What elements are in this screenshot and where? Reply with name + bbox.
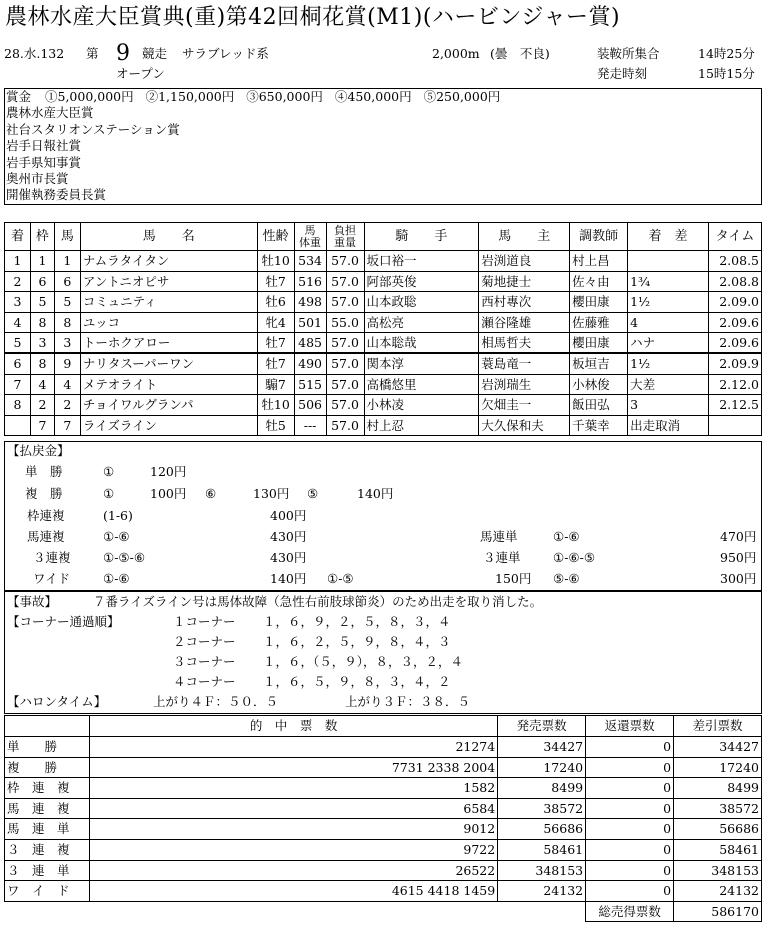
gather-label: 装鞍所集合 bbox=[597, 46, 660, 61]
corners-label: 【コーナー通過順】 bbox=[7, 614, 120, 629]
result-trainer: 櫻田康 bbox=[570, 333, 628, 354]
votes-hit: 4615 4418 1459 bbox=[89, 881, 497, 902]
result-trainer: 櫻田康 bbox=[570, 292, 628, 313]
votes-label: 単 勝 bbox=[5, 737, 90, 758]
track-condition: (曇 不良) bbox=[490, 46, 550, 61]
result-trainer: 板垣吉 bbox=[570, 353, 628, 374]
votes-header-row bbox=[5, 716, 762, 737]
umatan-amount: 470円 bbox=[720, 529, 757, 544]
votes-table bbox=[4, 715, 762, 922]
result-owner: 蓑島竜一 bbox=[479, 353, 570, 374]
votes-row bbox=[5, 778, 762, 799]
award-3: 岩手日報社賞 bbox=[6, 138, 82, 154]
prize-label: 賞金 bbox=[6, 89, 32, 104]
votes-total-spacer-3 bbox=[498, 901, 586, 922]
votes-hit: 26522 bbox=[89, 860, 497, 881]
corner-4-name: ４コーナー bbox=[173, 674, 236, 689]
fukusho-amount-3: 140円 bbox=[357, 486, 394, 501]
results-table bbox=[4, 222, 762, 436]
result-owner: 欠畑圭一 bbox=[479, 395, 570, 416]
wide-label: ワイド bbox=[33, 571, 71, 586]
votes-refund: 0 bbox=[586, 737, 674, 758]
result-num: 3 bbox=[54, 333, 80, 354]
result-row bbox=[5, 251, 762, 272]
result-name: ライズライン bbox=[80, 415, 257, 436]
accident-text: ７番ライズライン号は馬体故障（急性右前肢球節炎）のため出走を取り消した。 bbox=[93, 594, 543, 609]
breed: サラブレッド系 bbox=[182, 46, 269, 61]
notes-section bbox=[4, 591, 762, 714]
corner-1-name: １コーナー bbox=[173, 614, 236, 629]
result-time: 2.09.6 bbox=[708, 333, 761, 354]
result-owner: 菊地捷士 bbox=[479, 271, 570, 292]
col-load-top: 負担 bbox=[334, 223, 357, 237]
result-name: メテオライト bbox=[80, 374, 257, 395]
votes-col-hit: 的 中 票 数 bbox=[89, 716, 497, 737]
umaren-combo: ①-⑥ bbox=[103, 529, 130, 544]
votes-hit: 6584 bbox=[89, 798, 497, 819]
result-row bbox=[5, 374, 762, 395]
result-jockey: 山本政聡 bbox=[364, 292, 479, 313]
accident-label: 【事故】 bbox=[7, 594, 58, 609]
result-trainer: 小林俊 bbox=[570, 374, 628, 395]
result-frame: 4 bbox=[30, 374, 54, 395]
result-name: チョイワルグランパ bbox=[80, 395, 257, 416]
votes-total-label: 総売得票数 bbox=[586, 901, 674, 922]
col-weight-top: 馬 bbox=[304, 223, 316, 237]
result-owner: 岩渕道良 bbox=[479, 251, 570, 272]
result-sexage: 牝4 bbox=[257, 312, 294, 333]
col-rank: 着 bbox=[5, 223, 31, 251]
result-time: 2.12.0 bbox=[708, 374, 761, 395]
result-rank: 7 bbox=[5, 374, 31, 395]
sanrenpuku-label: ３連複 bbox=[33, 550, 71, 565]
col-owner: 馬 主 bbox=[479, 223, 570, 251]
result-weight: 506 bbox=[294, 395, 326, 416]
votes-col-sold: 発売票数 bbox=[498, 716, 586, 737]
votes-row bbox=[5, 839, 762, 860]
fukusho-amount-1: 100円 bbox=[150, 486, 187, 501]
result-time: 2.08.8 bbox=[708, 271, 761, 292]
result-sexage: 牡5 bbox=[257, 415, 294, 436]
votes-col-refund: 返還票数 bbox=[586, 716, 674, 737]
votes-refund: 0 bbox=[586, 881, 674, 902]
col-weight-bot: 体重 bbox=[299, 235, 322, 249]
votes-col-type bbox=[5, 716, 90, 737]
result-name: コミュニティ bbox=[80, 292, 257, 313]
sanrentan-amount: 950円 bbox=[720, 550, 757, 565]
result-row bbox=[5, 415, 762, 436]
votes-label: ワ イ ド bbox=[5, 881, 90, 902]
votes-col-net: 差引票数 bbox=[674, 716, 762, 737]
votes-label: 枠 連 複 bbox=[5, 778, 90, 799]
wide-combo-3: ⑤-⑥ bbox=[553, 571, 580, 586]
prize-1: ①5,000,000円 bbox=[45, 89, 134, 104]
prize-section bbox=[4, 88, 762, 205]
post-label: 発走時刻 bbox=[597, 66, 648, 81]
votes-row bbox=[5, 798, 762, 819]
gather-time: 14時25分 bbox=[698, 46, 755, 61]
umaren-amount: 430円 bbox=[270, 529, 307, 544]
race-no-suffix: 競走 bbox=[142, 46, 168, 61]
col-frame: 枠 bbox=[30, 223, 54, 251]
col-margin: 着 差 bbox=[628, 223, 709, 251]
result-trainer: 佐々由 bbox=[570, 271, 628, 292]
payout-section bbox=[4, 441, 762, 591]
result-jockey: 関本淳 bbox=[364, 353, 479, 374]
col-sexage: 性齢 bbox=[257, 223, 294, 251]
votes-total-value: 586170 bbox=[674, 901, 762, 922]
result-frame: 5 bbox=[30, 292, 54, 313]
votes-hit: 1582 bbox=[89, 778, 497, 799]
col-jockey: 騎 手 bbox=[364, 223, 479, 251]
corner-3-order: １，６，（５，９），８，３，２，４ bbox=[263, 654, 464, 669]
result-load: 57.0 bbox=[326, 251, 364, 272]
tansho-label: 単 勝 bbox=[25, 464, 63, 479]
votes-net: 58461 bbox=[674, 839, 762, 860]
result-frame: 1 bbox=[30, 251, 54, 272]
result-rank: 1 bbox=[5, 251, 31, 272]
result-jockey: 村上忍 bbox=[364, 415, 479, 436]
furlong-last3: 上がり３Ｆ：３８．５ bbox=[345, 694, 471, 709]
race-number: 9 bbox=[116, 41, 130, 66]
result-margin: 1½ bbox=[628, 353, 709, 374]
votes-label: ３ 連 複 bbox=[5, 839, 90, 860]
award-4: 岩手県知事賞 bbox=[6, 154, 82, 170]
umaren-label: 馬連複 bbox=[27, 529, 65, 544]
fukusho-horse-2: ⑥ bbox=[205, 486, 217, 501]
result-sexage: 牡10 bbox=[257, 395, 294, 416]
result-row bbox=[5, 333, 762, 354]
award-1: 農林水産大臣賞 bbox=[6, 105, 94, 121]
result-rank bbox=[5, 415, 31, 436]
wide-amount-2: 150円 bbox=[495, 571, 532, 586]
result-num: 2 bbox=[54, 395, 80, 416]
race-title: 農林水産大臣賞典(重)第42回桐花賞(M1)(ハービンジャー賞) bbox=[5, 5, 621, 30]
prize-2: ②1,150,000円 bbox=[145, 89, 235, 104]
result-owner: 相馬哲夫 bbox=[479, 333, 570, 354]
result-rank: 3 bbox=[5, 292, 31, 313]
result-time: 2.09.0 bbox=[708, 292, 761, 313]
result-trainer: 飯田弘 bbox=[570, 395, 628, 416]
result-load: 57.0 bbox=[326, 271, 364, 292]
votes-label: 馬 連 単 bbox=[5, 819, 90, 840]
result-weight: 516 bbox=[294, 271, 326, 292]
sanrentan-combo: ①-⑥-⑤ bbox=[553, 550, 596, 565]
result-load: 55.0 bbox=[326, 312, 364, 333]
sanrentan-label: ３連単 bbox=[483, 550, 521, 565]
result-owner: 岩渕瑞生 bbox=[479, 374, 570, 395]
votes-net: 24132 bbox=[674, 881, 762, 902]
result-trainer: 佐藤雅 bbox=[570, 312, 628, 333]
wakuren-amount: 400円 bbox=[270, 508, 307, 523]
col-num: 馬 bbox=[54, 223, 80, 251]
result-sexage: 牡7 bbox=[257, 271, 294, 292]
result-trainer: 千葉幸 bbox=[570, 415, 628, 436]
sanrenpuku-combo: ①-⑤-⑥ bbox=[103, 550, 146, 565]
votes-sold: 34427 bbox=[498, 737, 586, 758]
result-name: ユッコ bbox=[80, 312, 257, 333]
result-jockey: 阿部英俊 bbox=[364, 271, 479, 292]
result-name: アントニオピサ bbox=[80, 271, 257, 292]
votes-sold: 58461 bbox=[498, 839, 586, 860]
result-trainer: 村上昌 bbox=[570, 251, 628, 272]
distance: 2,000m bbox=[432, 46, 480, 61]
votes-row bbox=[5, 737, 762, 758]
votes-net: 8499 bbox=[674, 778, 762, 799]
result-weight: 498 bbox=[294, 292, 326, 313]
wide-amount-1: 140円 bbox=[270, 571, 307, 586]
result-row bbox=[5, 271, 762, 292]
result-load: 57.0 bbox=[326, 374, 364, 395]
votes-row bbox=[5, 881, 762, 902]
result-jockey: 山本聡哉 bbox=[364, 333, 479, 354]
result-frame: 8 bbox=[30, 312, 54, 333]
result-weight: --- bbox=[294, 415, 326, 436]
result-weight: 534 bbox=[294, 251, 326, 272]
result-num: 7 bbox=[54, 415, 80, 436]
post-time: 15時15分 bbox=[698, 66, 755, 81]
result-weight: 515 bbox=[294, 374, 326, 395]
wakuren-combo: (1-6) bbox=[103, 508, 133, 523]
award-5: 奥州市長賞 bbox=[6, 170, 69, 186]
result-owner: 西村專次 bbox=[479, 292, 570, 313]
result-margin: 4 bbox=[628, 312, 709, 333]
result-rank: 2 bbox=[5, 271, 31, 292]
award-2: 社台スタリオンステーション賞 bbox=[6, 121, 180, 137]
sanrenpuku-amount: 430円 bbox=[270, 550, 307, 565]
votes-sold: 348153 bbox=[498, 860, 586, 881]
col-name: 馬 名 bbox=[80, 223, 257, 251]
col-weight bbox=[294, 223, 326, 251]
votes-hit: 7731 2338 2004 bbox=[89, 757, 497, 778]
result-sexage: 牡10 bbox=[257, 251, 294, 272]
result-margin: 3 bbox=[628, 395, 709, 416]
result-num: 4 bbox=[54, 374, 80, 395]
votes-sold: 56686 bbox=[498, 819, 586, 840]
result-name: トーホクアロー bbox=[80, 333, 257, 354]
votes-total-row bbox=[5, 901, 762, 922]
result-sexage: 騸7 bbox=[257, 374, 294, 395]
result-name: ナムラタイタン bbox=[80, 251, 257, 272]
race-class: オープン bbox=[116, 66, 165, 81]
award-6: 開催執務委員長賞 bbox=[6, 187, 107, 203]
result-time: 2.09.6 bbox=[708, 312, 761, 333]
result-jockey: 小林凌 bbox=[364, 395, 479, 416]
votes-row bbox=[5, 757, 762, 778]
wakuren-label: 枠連複 bbox=[27, 508, 65, 523]
votes-net: 56686 bbox=[674, 819, 762, 840]
result-rank: 6 bbox=[5, 353, 31, 374]
votes-net: 17240 bbox=[674, 757, 762, 778]
result-load: 57.0 bbox=[326, 395, 364, 416]
corner-2-order: １，６，２，５，９，８，４，３ bbox=[263, 634, 451, 649]
result-weight: 485 bbox=[294, 333, 326, 354]
fukusho-amount-2: 130円 bbox=[253, 486, 290, 501]
result-jockey: 高橋悠里 bbox=[364, 374, 479, 395]
result-time: 2.08.5 bbox=[708, 251, 761, 272]
result-load: 57.0 bbox=[326, 292, 364, 313]
votes-refund: 0 bbox=[586, 860, 674, 881]
corner-3-name: ３コーナー bbox=[173, 654, 236, 669]
result-load: 57.0 bbox=[326, 333, 364, 354]
tansho-amount: 120円 bbox=[150, 464, 187, 479]
fukusho-label: 複 勝 bbox=[25, 486, 63, 501]
wide-amount-3: 300円 bbox=[720, 571, 757, 586]
result-margin: 1¾ bbox=[628, 271, 709, 292]
result-num: 1 bbox=[54, 251, 80, 272]
wide-combo-2: ①-⑤ bbox=[327, 571, 354, 586]
result-row bbox=[5, 292, 762, 313]
col-load-bot: 重量 bbox=[334, 235, 357, 249]
votes-row bbox=[5, 860, 762, 881]
result-time bbox=[708, 415, 761, 436]
votes-sold: 8499 bbox=[498, 778, 586, 799]
col-trainer: 調教師 bbox=[570, 223, 628, 251]
result-rank: 5 bbox=[5, 333, 31, 354]
result-time: 2.09.9 bbox=[708, 353, 761, 374]
prize-3: ③650,000円 bbox=[246, 89, 323, 104]
prize-4: ④450,000円 bbox=[334, 89, 412, 104]
umatan-combo: ①-⑥ bbox=[553, 529, 580, 544]
result-row bbox=[5, 353, 762, 374]
votes-hit: 9722 bbox=[89, 839, 497, 860]
col-time: タイム bbox=[708, 223, 761, 251]
result-rank: 8 bbox=[5, 395, 31, 416]
result-frame: 3 bbox=[30, 333, 54, 354]
prize-5: ⑤250,000円 bbox=[423, 89, 501, 104]
result-margin: 出走取消 bbox=[628, 415, 709, 436]
result-row bbox=[5, 312, 762, 333]
umatan-label: 馬連単 bbox=[480, 529, 518, 544]
wide-combo-1: ①-⑥ bbox=[103, 571, 130, 586]
result-num: 9 bbox=[54, 353, 80, 374]
votes-hit: 9012 bbox=[89, 819, 497, 840]
result-margin: 大差 bbox=[628, 374, 709, 395]
result-jockey: 高松亮 bbox=[364, 312, 479, 333]
votes-sold: 17240 bbox=[498, 757, 586, 778]
race-no-prefix: 第 bbox=[86, 46, 99, 61]
votes-refund: 0 bbox=[586, 778, 674, 799]
votes-sold: 38572 bbox=[498, 798, 586, 819]
result-margin bbox=[628, 251, 709, 272]
result-frame: 2 bbox=[30, 395, 54, 416]
votes-net: 38572 bbox=[674, 798, 762, 819]
result-rank: 4 bbox=[5, 312, 31, 333]
votes-total-spacer bbox=[5, 901, 90, 922]
votes-refund: 0 bbox=[586, 839, 674, 860]
votes-label: ３ 連 単 bbox=[5, 860, 90, 881]
result-sexage: 牡7 bbox=[257, 333, 294, 354]
furlong-last4: 上がり４Ｆ：５０．５ bbox=[153, 694, 279, 709]
result-sexage: 牡6 bbox=[257, 292, 294, 313]
col-load bbox=[326, 223, 364, 251]
result-owner: 大久保和夫 bbox=[479, 415, 570, 436]
result-margin: ハナ bbox=[628, 333, 709, 354]
votes-label: 馬 連 複 bbox=[5, 798, 90, 819]
race-header bbox=[4, 41, 762, 88]
result-frame: 8 bbox=[30, 353, 54, 374]
result-num: 5 bbox=[54, 292, 80, 313]
votes-hit: 21274 bbox=[89, 737, 497, 758]
votes-refund: 0 bbox=[586, 819, 674, 840]
votes-net: 34427 bbox=[674, 737, 762, 758]
result-jockey: 坂口裕一 bbox=[364, 251, 479, 272]
result-sexage: 牡7 bbox=[257, 353, 294, 374]
result-time: 2.12.5 bbox=[708, 395, 761, 416]
tansho-horse: ① bbox=[103, 464, 115, 479]
votes-net: 348153 bbox=[674, 860, 762, 881]
corner-4-order: １，６，５，９，８，３，４，２ bbox=[263, 674, 451, 689]
result-row bbox=[5, 395, 762, 416]
result-owner: 瀬谷隆雄 bbox=[479, 312, 570, 333]
result-name: ナリタスーパーワン bbox=[80, 353, 257, 374]
result-load: 57.0 bbox=[326, 415, 364, 436]
votes-sold: 24132 bbox=[498, 881, 586, 902]
result-weight: 501 bbox=[294, 312, 326, 333]
votes-row bbox=[5, 819, 762, 840]
payout-label: 【払戻金】 bbox=[7, 443, 70, 458]
votes-label: 複 勝 bbox=[5, 757, 90, 778]
race-date: 28.水.132 bbox=[4, 46, 65, 61]
furlong-label: 【ハロンタイム】 bbox=[7, 694, 107, 709]
result-frame: 7 bbox=[30, 415, 54, 436]
result-margin: 1½ bbox=[628, 292, 709, 313]
fukusho-horse-1: ① bbox=[103, 486, 115, 501]
result-weight: 490 bbox=[294, 353, 326, 374]
result-frame: 6 bbox=[30, 271, 54, 292]
corner-2-name: ２コーナー bbox=[173, 634, 236, 649]
votes-refund: 0 bbox=[586, 798, 674, 819]
result-num: 6 bbox=[54, 271, 80, 292]
prize-money-line bbox=[5, 89, 761, 105]
votes-total-spacer-2 bbox=[89, 901, 497, 922]
fukusho-horse-3: ⑤ bbox=[307, 486, 319, 501]
result-num: 8 bbox=[54, 312, 80, 333]
results-header-row bbox=[5, 223, 762, 251]
corner-1-order: １，６，９，２，５，８，３，４ bbox=[263, 614, 451, 629]
result-load: 57.0 bbox=[326, 353, 364, 374]
votes-refund: 0 bbox=[586, 757, 674, 778]
